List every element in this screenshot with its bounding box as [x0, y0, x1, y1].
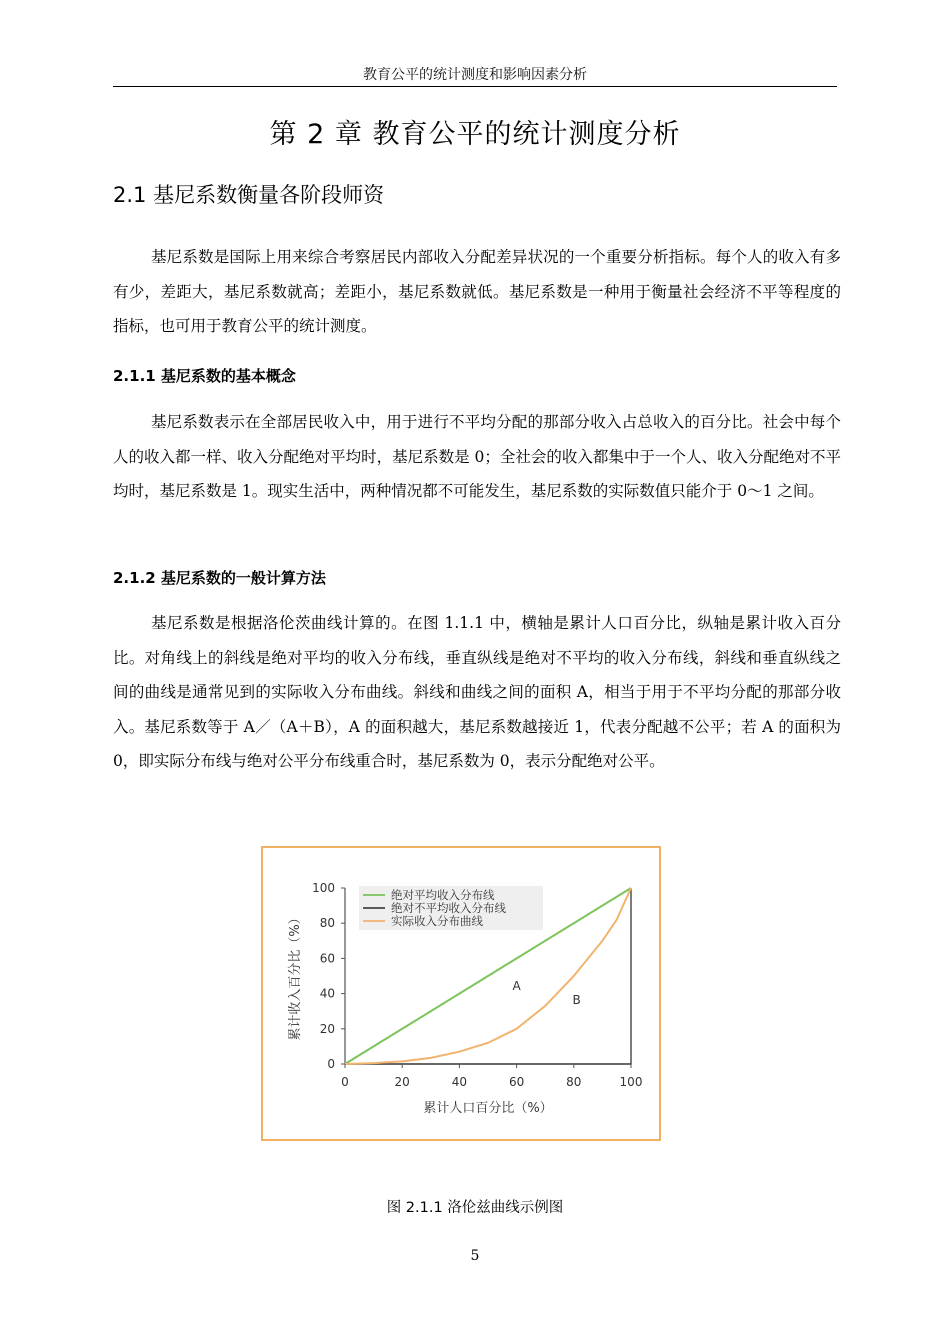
x-axis-label: 累计人口百分比（%）: [423, 1101, 553, 1116]
paragraph-gini-concept: 基尼系数表示在全部居民收入中，用于进行不平均分配的那部分收入占总收入的百分比。社会中每个人的收入都一样、收入分配绝对平均时，基尼系数是 0；全社会的收入都集中于一个人、收入分配绝对不平均时，基尼系数是 1。现实生活中，两种情况都不可能发生，基尼系数的实际数值只能介于 0～1 之间。: [113, 413, 841, 500]
y-tick-label: 60: [319, 951, 335, 966]
legend-entry-2: 实际收入分布曲线: [391, 914, 483, 928]
area-label-B: B: [572, 993, 581, 1008]
header-rule: [113, 86, 837, 87]
y-tick-label: 80: [319, 916, 335, 931]
subsection-title-basic-concept: 2.1.1 基尼系数的基本概念: [113, 367, 296, 385]
y-tick-label: 40: [319, 986, 335, 1001]
lorenz-figure: [261, 846, 661, 1141]
x-tick-label: 0: [341, 1075, 349, 1089]
paragraph-gini-intro: 基尼系数是国际上用来综合考察居民内部收入分配差异状况的一个重要分析指标。每个人的收入有多有少，差距大，基尼系数就高；差距小，基尼系数就低。基尼系数是一种用于衡量社会经济不平等程度的指标，也可用于教育公平的统计测度。: [113, 248, 841, 335]
x-tick-label: 80: [566, 1075, 582, 1089]
y-tick-label: 100: [312, 881, 335, 895]
chapter-title: 第 2 章 教育公平的统计测度分析: [269, 119, 681, 150]
paragraph-gini-calculation: 基尼系数是根据洛伦茨曲线计算的。在图 1.1.1 中，横轴是累计人口百分比，纵轴是累计收入百分比。对角线上的斜线是绝对平均的收入分布线，垂直纵线是绝对不平均的收入分布线，斜线和垂直纵线之间的曲线是通常见到的实际收入分布曲线。斜线和曲线之间的面积 A，相当于用于不平均分配的那部分收入。基尼系数等于 A／（A＋B），A 的面积越大，基尼系数越接近 1，代表分配越不公平；若 A 的面积为 0，即实际分布线与绝对公平分布线重合时，基尼系数为 0，表示分配绝对公平。: [113, 614, 841, 770]
x-tick-label: 100: [619, 1075, 643, 1089]
x-tick-label: 40: [451, 1075, 468, 1089]
legend-entry-1: 绝对不平均收入分布线: [391, 901, 506, 915]
x-tick-label: 60: [508, 1075, 525, 1089]
x-tick-label: 20: [394, 1075, 410, 1089]
legend-entry-0: 绝对平均收入分布线: [391, 888, 495, 902]
y-tick-label: 0: [327, 1057, 335, 1071]
figure-caption: 图 2.1.1 洛伦兹曲线示例图: [386, 1200, 564, 1216]
page-number: 5: [470, 1248, 480, 1264]
lorenz-chart: [263, 848, 659, 1139]
running-header: 教育公平的统计测度和影响因素分析: [363, 67, 587, 83]
y-axis-label: 累计收入百分比（%）: [288, 911, 303, 1041]
y-tick-label: 20: [319, 1021, 335, 1036]
subsection-title-calculation: 2.1.2 基尼系数的一般计算方法: [113, 569, 326, 587]
section-title: 2.1 基尼系数衡量各阶段师资: [113, 183, 385, 207]
area-label-A: A: [512, 979, 521, 994]
